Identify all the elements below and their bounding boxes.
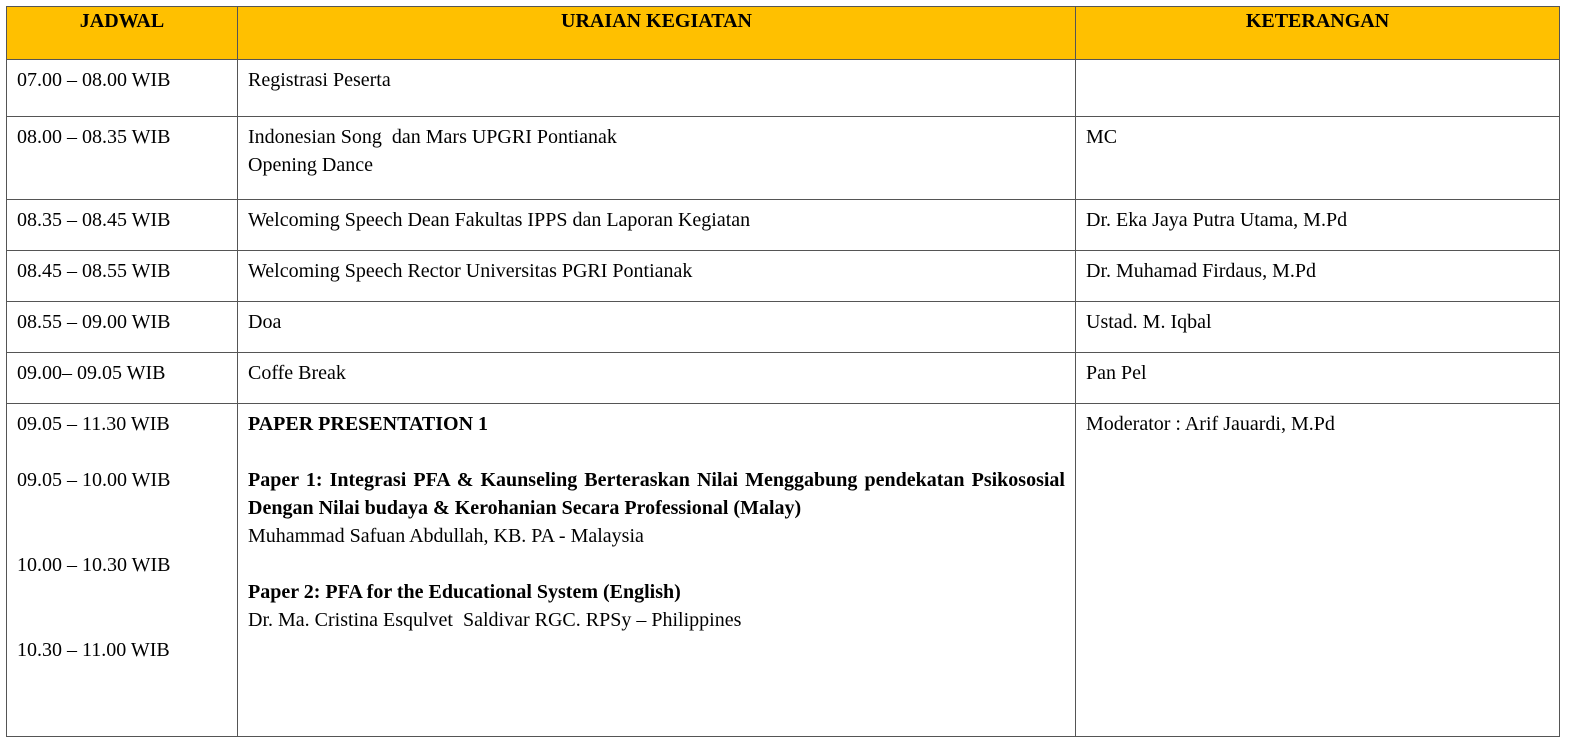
time-cell [7,404,238,737]
activity-line: Welcoming Speech Rector Universitas PGRI Pontianak [248,260,693,282]
note-cell: Dr. Muhamad Firdaus, M.Pd [1076,251,1560,302]
time-cell: 08.55 – 09.00 WIB [7,302,238,353]
note-cell: Pan Pel [1076,353,1560,404]
header-jadwal: JADWAL [7,7,238,60]
header-row [7,7,1560,60]
table-row [7,302,1560,353]
note-cell: Ustad. M. Iqbal [1076,302,1560,353]
paper-1-title: Paper 1: Integrasi PFA & Kaunseling Berteraskan Nilai Menggabung pendekatan Psikososial Dengan Nilai budaya & Kerohanian Secara Professional (Malay) [248,469,1065,519]
time-line: 09.05 – 10.00 WIB [17,469,171,491]
activity-line: Opening Dance [248,154,373,176]
table-row [7,60,1560,117]
spacer [17,438,227,466]
activity-cell [238,251,1076,302]
time-line: 10.00 – 10.30 WIB [17,554,171,576]
paper-2-author: Dr. Ma. Cristina Esqulvet Saldivar RGC. RPSy – Philippines [248,609,742,631]
note-cell: Dr. Eka Jaya Putra Utama, M.Pd [1076,200,1560,251]
time-cell: 09.00– 09.05 WIB [7,353,238,404]
activity-line: Welcoming Speech Dean Fakultas IPPS dan Laporan Kegiatan [248,209,751,231]
time-line: 10.30 – 11.00 WIB [17,639,170,661]
activity-cell [238,117,1076,200]
spacer [17,494,227,522]
table-row [7,117,1560,200]
note-cell [1076,60,1560,117]
spacer [17,607,227,636]
note-cell: Moderator : Arif Jauardi, M.Pd [1076,404,1560,737]
activity-cell [238,60,1076,117]
note-cell: MC [1076,117,1560,200]
schedule-table [6,6,1560,737]
activity-cell [238,200,1076,251]
activity-line: Coffe Break [248,362,346,384]
time-cell: 08.00 – 08.35 WIB [7,117,238,200]
activity-cell [238,353,1076,404]
time-line: 09.05 – 11.30 WIB [17,413,170,435]
spacer [248,550,1065,578]
spacer [248,438,1065,466]
activity-cell [238,404,1076,737]
table-row [7,353,1560,404]
activity-cell [238,302,1076,353]
header-uraian-kegiatan: URAIAN KEGIATAN [238,7,1076,60]
spacer [17,579,227,607]
spacer [17,522,227,551]
activity-line: Indonesian Song dan Mars UPGRI Pontianak [248,126,617,148]
time-cell: 08.35 – 08.45 WIB [7,200,238,251]
time-cell: 08.45 – 08.55 WIB [7,251,238,302]
presentation-title: PAPER PRESENTATION 1 [248,413,489,435]
activity-line: Registrasi Peserta [248,69,391,91]
time-cell: 07.00 – 08.00 WIB [7,60,238,117]
activity-line: Doa [248,311,282,333]
header-keterangan: KETERANGAN [1076,7,1560,60]
table-row [7,200,1560,251]
table-row [7,251,1560,302]
paper-1-author: Muhammad Safuan Abdullah, KB. PA - Malaysia [248,525,644,547]
table-row-paper-presentation [7,404,1560,737]
paper-2-title: Paper 2: PFA for the Educational System (English) [248,581,681,603]
